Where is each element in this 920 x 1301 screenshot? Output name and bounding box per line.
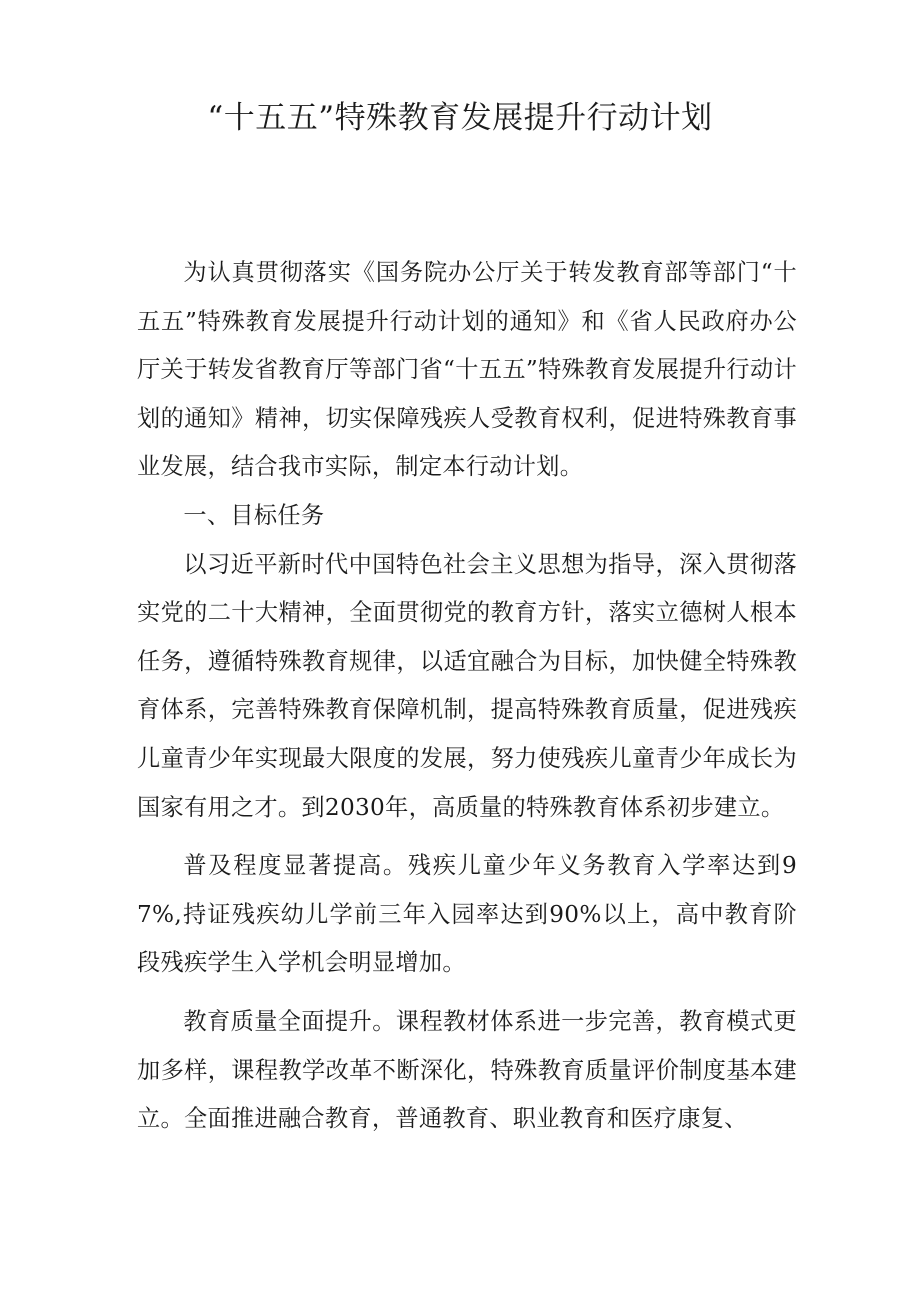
section-heading-goals: 一、目标任务: [183, 501, 325, 529]
paragraph-enrollment: 普及程度显著提高。残疾儿童少年义务教育入学率达到97%,持证残疾幼儿学前三年入园率达到90%以上，高中教育阶段残疾学生入学机会明显增加。: [137, 852, 797, 977]
paragraph-intro: 为认真贯彻落实《国务院办公厅关于转发教育部等部门“十五五”特殊教育发展提升行动计划的通知》和《省人民政府办公厅关于转发省教育厅等部门省“十五五”特殊教育发展提升行动计划的通知》精神，切实保障残疾人受教育权利，促进特殊教育事业发展，结合我市实际，制定本行动计划。: [137, 259, 797, 481]
document-title: “十五五”特殊教育发展提升行动计划: [207, 100, 713, 136]
paragraph-guiding-principle: 以习近平新时代中国特色社会主义思想为指导，深入贯彻落实党的二十大精神，全面贯彻党的教育方针，落实立德树人根本任务，遵循特殊教育规律，以适宜融合为目标，加快健全特殊教育体系，完善特殊教育保障机制，提高特殊教育质量，促进残疾儿童青少年实现最大限度的发展，努力使残疾儿童青少年成长为国家有用之才。到2030年，高质量的特殊教育体系初步建立。: [137, 550, 797, 821]
document-body: [137, 249, 797, 1144]
paragraph-quality: 教育质量全面提升。课程教材体系进一步完善，教育模式更加多样，课程教学改革不断深化，特殊教育质量评价制度基本建立。全面推进融合教育，普通教育、职业教育和医疗康复、: [137, 1007, 797, 1133]
